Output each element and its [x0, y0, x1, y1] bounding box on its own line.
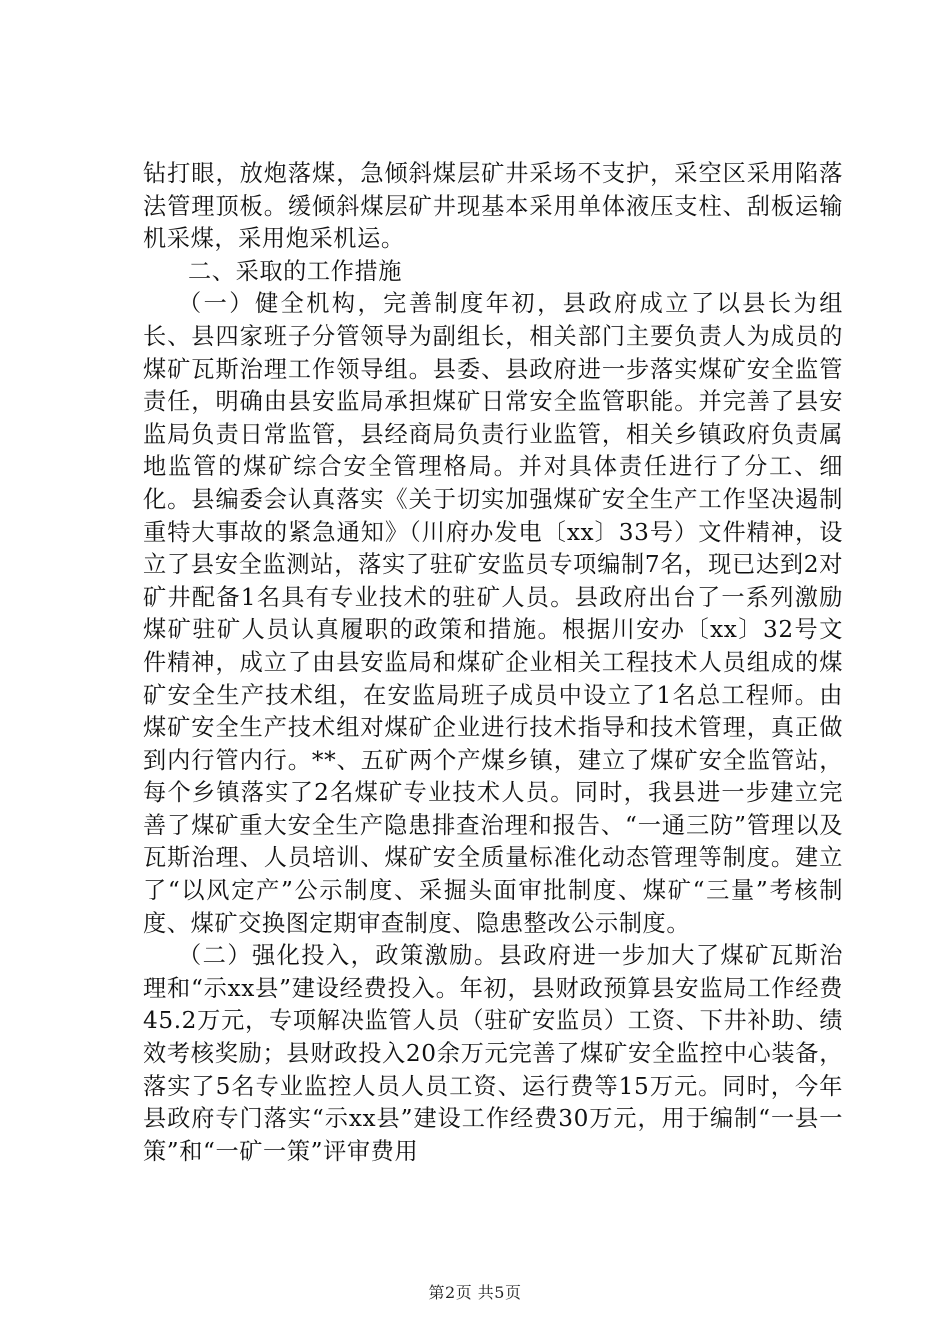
document-body [143, 158, 843, 1168]
section-heading: 二、采取的工作措施 [188, 257, 403, 285]
paragraph-investment: （二）强化投入，政策激励。县政府进一步加大了煤矿瓦斯治理和“示xx县”建设经费投入。年初，县财政预算县安监局工作经费45.2万元，专项解决监管人员（驻矿安监员）工资、下井补助、绩效考核奖励；县财政投入20余万元完善了煤矿安全监控中心装备，落实了5名专业监控人员人员工资、运行费等15万元。同时，今年县政府专门落实“示xx县”建设工作经费30万元，用于编制“一县一策”和“一矿一策”评审费用 [143, 942, 843, 1165]
paragraph-continuation: 钻打眼，放炮落煤，急倾斜煤层矿井采场不支护，采空区采用陷落法管理顶板。缓倾斜煤层矿井现基本采用单体液压支柱、刮板运输机采煤，采用炮采机运。 [143, 160, 843, 253]
paragraph-organization: （一）健全机构，完善制度年初，县政府成立了以县长为组长、县四家班子分管领导为副组长，相关部门主要负责人为成员的煤矿瓦斯治理工作领导组。县委、县政府进一步落实煤矿安全监管责任，明确由县安监局承担煤矿日常安全监管职能。并完善了县安监局负责日常监管，县经商局负责行业监管，相关乡镇政府负责属地监管的煤矿综合安全管理格局。并对具体责任进行了分工、细化。县编委会认真落实《关于切实加强煤矿安全生产工作坚决遏制重特大事故的紧急通知》（川府办发电〔xx〕33号）文件精神，设立了县安全监测站，落实了驻矿安监员专项编制7名，现已达到2对矿井配备1名具有专业技术的驻矿人员。县政府出台了一系列激励煤矿驻矿人员认真履职的政策和措施。根据川安办〔xx〕32号文件精神，成立了由县安监局和煤矿企业相关工程技术人员组成的煤矿安全生产技术组，在安监局班子成员中设立了1名总工程师。由煤矿安全生产技术组对煤矿企业进行技术指导和技术管理，真正做到内行管内行。**、五矿两个产煤乡镇，建立了煤矿安全监管站，每个乡镇落实了2名煤矿专业技术人员。同时，我县进一步建立完善了煤矿重大安全生产隐患排查治理和报告、“一通三防”管理以及瓦斯治理、人员培训、煤矿安全质量标准化动态管理等制度。建立了“以风定产”公示制度、采掘头面审批制度、煤矿“三量”考核制度、煤矿交换图定期审查制度、隐患整改公示制度。 [143, 290, 843, 937]
page-number-footer: 第2页 共5页 [428, 1283, 522, 1302]
